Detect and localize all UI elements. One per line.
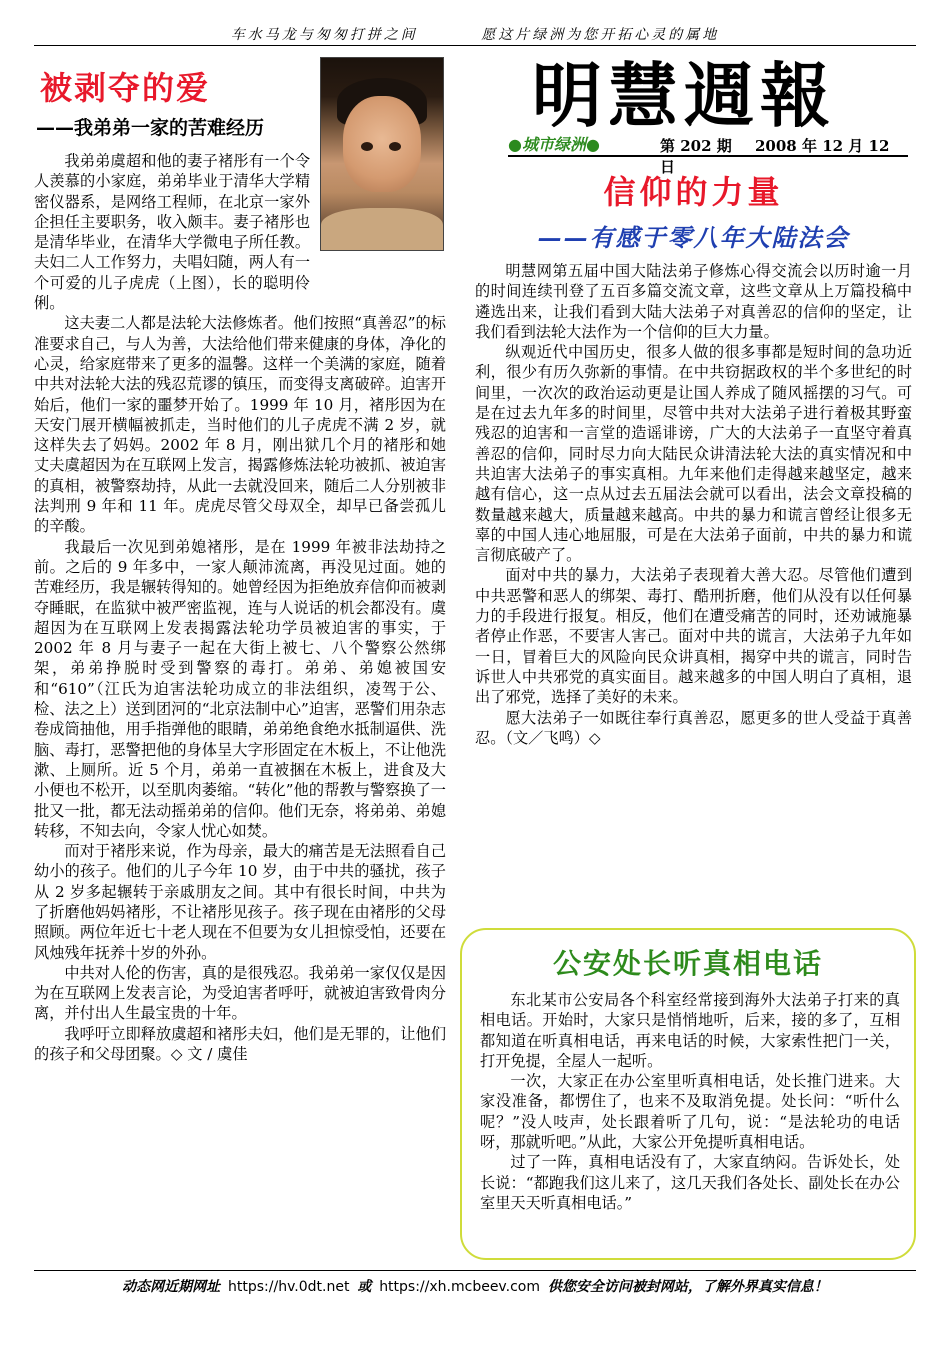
box-title: 公安处长听真相电话	[552, 947, 823, 980]
story-subtitle: ——我弟弟一家的苦难经历	[36, 117, 265, 139]
main-article	[475, 170, 912, 748]
article-paragraph: 纵观近代中国历史，很多人做的很多事都是短时间的急功近利，很少有历久弥新的事情。在中共窃据政权的半个多世纪的时间里，一次次的政治运动更是让国人养成了随风摇摆的习气。可是在过去九年多的时间里，尽管中共对大法弟子进行着极其野蛮残忍的迫害和一言堂的造谣诽谤，广大的大法弟子一直坚守着真善忍的信仰，同时尽力向大陆民众讲清法轮大法的真实情况和中共迫害大法弟子的事实真相。九年来他们走得越来越坚定，越来越有信心，这一点从过去五届法会就可以看出，法会文章投稿的数量越来越大，质量越来越高。中共的暴力和谎言曾经让很多无辜的中国人违心地屈服，可是在大法弟子面前，中共的暴力和谎言彻底破产了。	[475, 343, 912, 565]
slogan-right: 愿这片绿洲为您开拓心灵的属地	[481, 27, 720, 43]
story-paragraph: 而对于褚彤来说，作为母亲，最大的痛苦是无法照看自己幼小的孩子。他们的儿子今年 10 岁，由于中共的骚扰，孩子从 2 岁多起辗转于亲戚朋友之间。其中有很长时间，中共为了折磨他妈妈褚彤，不让褚彤见孩子。孩子现在由褚彤的父母照顾。两位年近七十老人现在不但要为女儿担惊受怕，还要在风烛残年抚养十岁的外孙。	[34, 842, 446, 962]
footer-url-2[interactable]: https://xh.mcbeev.com	[379, 1279, 540, 1295]
story-paragraph: 我弟弟虞超和他的妻子褚彤有一个令人羡慕的小家庭，弟弟毕业于清华大学精密仪器系，是网络工程师，在北京一家外企担任主要职务，收入颇丰。妻子褚彤也是清华毕业，在清华大学微电子所任教。夫妇二人工作努力，夫唱妇随，两人有一个可爱的儿子虎虎（上图），长的聪明伶俐。	[34, 152, 310, 313]
box-story	[460, 928, 916, 1260]
box-body	[480, 990, 900, 1213]
story-paragraph: 我呼吁立即释放虞超和褚彤夫妇，他们是无罪的，让他们的孩子和父母团聚。◇ 文 / 虞佳	[34, 1024, 446, 1064]
footer-suffix: 供您安全访问被封网站，了解外界真实信息！	[547, 1279, 828, 1295]
box-paragraph: 过了一阵，真相电话没有了，大家直纳闷。告诉处长，处长说：“都跑我们这儿来了，这几天我们各处长、副处长在办公室里天天听真相电话。”	[480, 1153, 900, 1212]
box-paragraph: 东北某市公安局各个科室经常接到海外大法弟子打来的真相电话。开始时，大家只是悄悄地听，后来，接的多了，互相都知道在听真相电话，再来电话的时候，大家索性把门一关，打开免提，全屋人一起听。	[480, 991, 900, 1070]
issue-date: 2008 年 12 月 12 日	[660, 137, 890, 176]
issue-number: 第 202 期	[660, 137, 732, 155]
article-subtitle: ——有感于零八年大陆法会	[537, 223, 850, 252]
article-body	[475, 261, 912, 748]
footer-url-1[interactable]: https://hv.0dt.net	[228, 1279, 350, 1295]
article-paragraph: 面对中共的暴力，大法弟子表现着大善大忍。尽管他们遭到中共恶警和恶人的绑架、毒打、酷刑折磨，他们从没有以任何暴力的手段进行报复。相反，他们在遭受痛苦的同时，还劝诫施暴者停止作恶，不要害人害己。面对中共的谎言，大法弟子九年如一日，冒着巨大的风险向民众讲真相，揭穿中共的谎言，同时告诉世人中共邪党的真实面目。越来越多的中国人明白了真相，退出了邪党，选择了美好的未来。	[475, 566, 912, 707]
photo-eye-right	[389, 142, 401, 151]
slogan-left: 车水马龙与匆匆打拼之间	[230, 27, 418, 43]
top-rule	[34, 45, 916, 46]
story-paragraph: 我最后一次见到弟媳褚彤，是在 1999 年被非法劫持之前。之后的 9 年多中，一家人颠沛流离，再没见过面。她的苦难经历，我是辗转得知的。她曾经因为拒绝放弃信仰而被剥夺睡眠，在监狱中被严密监视，连与人说话的机会都没有。虞超因为在互联网上发表揭露法轮功学员被迫害的事实，于 2002 年 8 月与妻子一起在大街上被七、八个警察公然绑架，弟弟挣脱时受到警察的毒打。弟弟、弟媳被国安和“610”（江氏为迫害法轮功成立的非法组织，凌驾于公、检、法之上）送到团河的“北京法制中心”迫害，恶警们用杂志卷成筒抽他，用手指弹他的眼睛，弟弟绝食绝水抵制逼供、洗脑、毒打，恶警把他的身体呈大字形固定在木板上，不让他洗漱、上厕所。近 5 个月，弟弟一直被捆在木板上，进食及大小便也不松开，以至肌肉萎缩。“转化”他的帮教与警察换了一批又一批，都无法动摇弟弟的信仰。他们无奈，将弟弟、弟媳转移，不知去向，令家人忧心如焚。	[34, 537, 446, 840]
section-label: ●城市绿洲●	[508, 135, 600, 154]
photo-wrap-spacer	[310, 151, 446, 283]
masthead-title: 明慧週報	[532, 55, 836, 137]
story-paragraph: 这夫妻二人都是法轮大法修炼者。他们按照“真善忍”的标准要求自己，与人为善，大法给他们带来健康的身体，净化的心灵，给家庭带来了更多的温馨。这样一个美满的家庭，随着中共对法轮大法的残忍荒谬的镇压，而变得支离破碎。迫害开始后，他们一家的噩梦开始了。1999 年 10 月，褚彤因为在天安门展开横幅被抓走，当时他们的儿子虎虎不满 2 岁，就这样失去了妈妈。2002 年 8 月，刚出狱几个月的褚彤和她丈夫虞超因为在互联网上发言，揭露修炼法轮功被抓、被迫害的真相，被警察劫持，从此一去就没回来，随后二人分别被非法判刑 9 年和 11 年。虎虎尽管父母双全，却早已备尝孤儿的辛酸。	[34, 314, 446, 536]
article-paragraph: 明慧网第五届中国大陆法弟子修炼心得交流会以历时逾一月的时间连续刊登了五百多篇交流文章，这些文章从上万篇投稿中遴选出来，让我们看到大陆大法弟子对真善忍的信仰的坚定，让我们看到法轮大法作为一个信仰的巨大力量。	[475, 262, 912, 341]
footer-joiner: 或	[357, 1279, 372, 1295]
box-paragraph: 一次，大家正在办公室里听真相电话，处长推门进来。大家没准备，都愣住了，也来不及取消免提。处长问：“听什么呢？”没人吱声，处长跟着听了几句，说：“是法轮功的电话呀，那就听吧。”从此，大家公开免提听真相电话。	[480, 1072, 900, 1152]
header-slogan	[0, 24, 950, 44]
masthead-rule	[508, 155, 908, 157]
story-paragraph: 中共对人伦的伤害，真的是很残忍。我弟弟一家仅仅是因为在互联网上发表言论，为受迫害者呼吁，就被迫害致骨肉分离，并付出人生最宝贵的十年。	[34, 963, 446, 1023]
story-body	[34, 151, 446, 1064]
article-paragraph: 愿大法弟子一如既往奉行真善忍，愿更多的世人受益于真善忍。（文／飞鸣）◇	[475, 708, 912, 747]
bottom-rule	[34, 1270, 916, 1271]
footer-prefix: 动态网近期网址	[122, 1279, 221, 1295]
footer	[0, 1276, 950, 1296]
story-title: 被剥夺的爱	[40, 69, 211, 107]
photo-eye-left	[361, 142, 373, 151]
article-title: 信仰的力量	[603, 173, 784, 211]
